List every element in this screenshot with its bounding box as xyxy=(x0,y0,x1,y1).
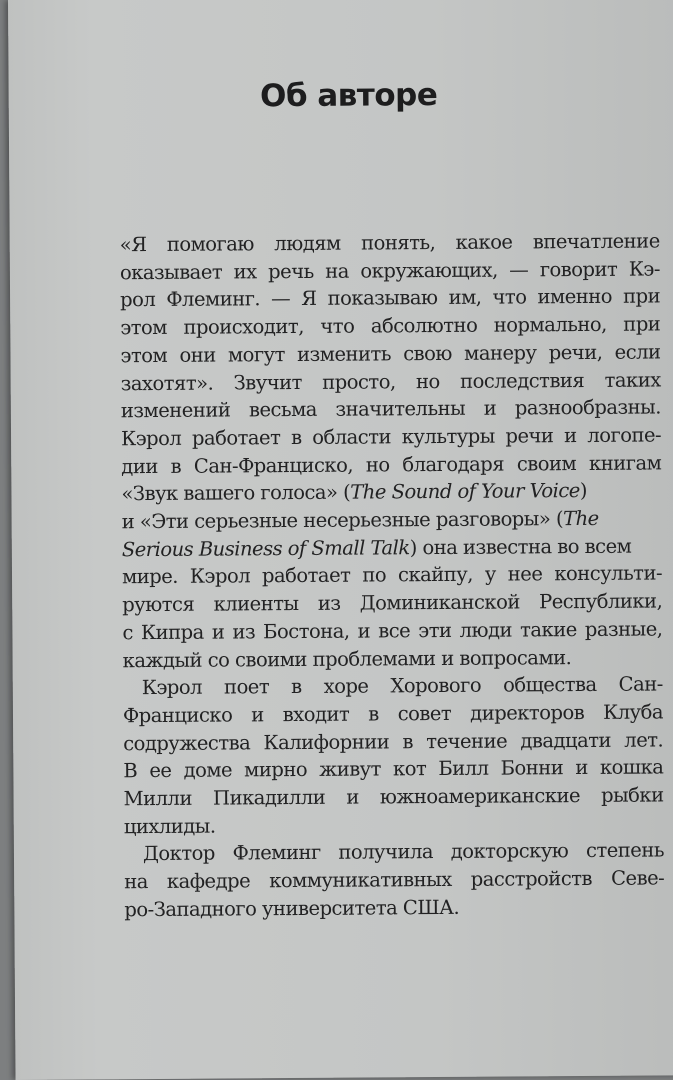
text-line: В ее доме мирно живут кот Билл Бонни и кошка xyxy=(123,755,664,783)
text-line: и «Эти серьезные несерьезные разговоры» (The xyxy=(121,506,599,534)
paragraph-1 xyxy=(120,227,663,674)
text-line: Франциско и входит в совет директоров Клуба xyxy=(122,700,664,728)
text-line: этом они могут изменить свою манеру речи, если xyxy=(120,340,661,368)
text-line: оказывает их речь на окружающих, — говорит Кэ- xyxy=(119,257,660,284)
text-line: на кафедре коммуникативных расстройств Севе- xyxy=(124,866,665,894)
body-text xyxy=(120,227,665,923)
text-line: Кэрол работает в области культуры речи и логопе- xyxy=(120,423,662,451)
paragraph-2 xyxy=(123,671,664,841)
text-line: мире. Кэрол работает по скайпу, у нее консульти- xyxy=(121,561,663,589)
text-line: изменений весьма значительны и разнообразны. xyxy=(120,395,661,423)
book-title-en: The Sound of Your Voice xyxy=(350,479,580,504)
text-line: дии в Сан-Франциско, но благодаря своим книгам xyxy=(121,451,662,478)
text-line: «Я помогаю людям понять, какое впечатление xyxy=(119,229,660,257)
text-line: Кэрол поет в хоре Хорового общества Сан- xyxy=(141,672,663,700)
book-title-en: Serious Business of Small Talk xyxy=(121,535,410,561)
text-line: Милли Пикадилли и южноамериканские рыбки xyxy=(123,783,664,811)
text-line: Доктор Флеминг получила докторскую степень xyxy=(142,838,665,866)
text-line: цихлиды. xyxy=(123,814,216,838)
text-line: руются клиенты из Доминиканской Республики, xyxy=(122,589,663,617)
text-line: Serious Business of Small Talk) она известна во всем xyxy=(121,534,632,561)
text-line: «Звук вашего голоса» (The Sound of Your Voice) xyxy=(121,479,587,506)
text-line: каждый со своими проблемами и вопросами. xyxy=(122,645,572,672)
text-line: содружества Калифорнии в течение двадцати лет. xyxy=(123,728,664,755)
text-line: этом происходит, что абсолютно нормально, при xyxy=(120,312,661,340)
text-line: с Кипра и из Бостона, и все эти люди такие разные, xyxy=(122,617,663,645)
text-line: ро-Западного университета США. xyxy=(124,895,460,922)
page-heading: Об авторе xyxy=(259,77,438,115)
book-title-en: The xyxy=(562,506,599,531)
text-line: рол Флеминг. — Я показываю им, что именно при xyxy=(120,284,661,312)
book-page xyxy=(8,0,673,1080)
paragraph-3 xyxy=(124,837,665,924)
text-line: захотят». Звучит просто, но последствия таких xyxy=(120,367,661,395)
